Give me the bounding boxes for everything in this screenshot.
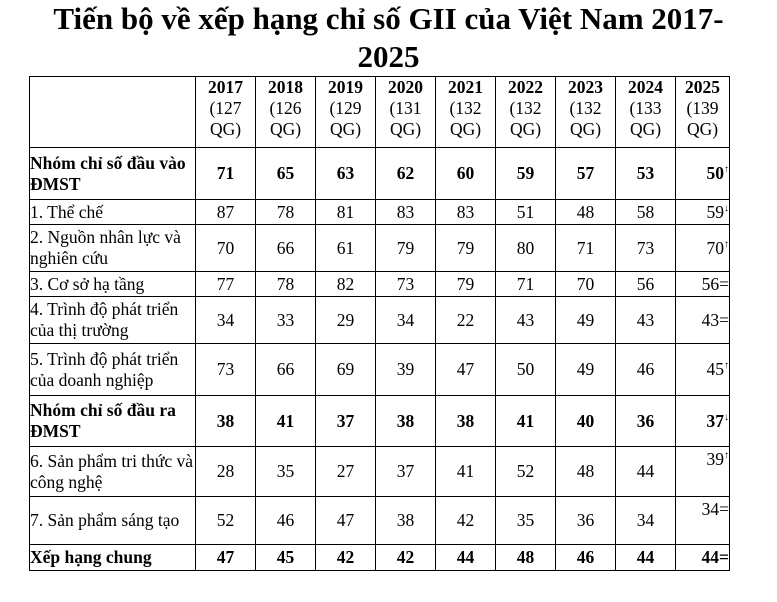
rank-cell: 42 — [436, 497, 496, 545]
rank-cell: 82 — [316, 272, 376, 297]
rank-cell: 37 — [376, 447, 436, 497]
rank-cell: 49 — [556, 297, 616, 344]
rank-cell: 47 — [196, 545, 256, 571]
table-row — [30, 148, 730, 200]
country-count-unit: QG) — [569, 119, 602, 139]
rank-cell: 44 — [616, 545, 676, 571]
row-label: Nhóm chỉ số đầu ra ĐMST — [30, 396, 196, 447]
table-row — [30, 497, 730, 545]
year-label: 2023 — [568, 77, 603, 97]
rank-cell: 81 — [316, 200, 376, 225]
rank-cell: 40 — [556, 396, 616, 447]
rank-cell: 71 — [196, 148, 256, 200]
rank-cell: 33 — [256, 297, 316, 344]
country-count: (129 — [329, 98, 362, 118]
rank-cell: 66 — [256, 344, 316, 396]
year-label: 2025 — [685, 77, 720, 97]
rank-cell: 44 — [436, 545, 496, 571]
year-header-2019 — [316, 77, 376, 148]
rank-value-2025: 45 — [706, 359, 724, 379]
country-count: (132 — [449, 98, 482, 118]
rank-cell: 52 — [196, 497, 256, 545]
country-count-unit: QG) — [629, 119, 662, 139]
rank-cell: 79 — [436, 272, 496, 297]
rank-cell: 48 — [556, 200, 616, 225]
year-label: 2019 — [328, 77, 363, 97]
rank-cell-2025 — [676, 344, 730, 396]
rank-cell-2025 — [676, 200, 730, 225]
rank-value-2025: 56 — [701, 273, 720, 294]
rank-cell: 47 — [316, 497, 376, 545]
table-row — [30, 272, 730, 297]
year-header-2018 — [256, 77, 316, 148]
rank-cell: 70 — [556, 272, 616, 297]
year-label: 2022 — [508, 77, 543, 97]
rank-cell: 56 — [616, 272, 676, 297]
row-label: 4. Trình độ phát triển của thị trường — [30, 297, 196, 344]
gii-ranking-table — [29, 76, 730, 571]
country-count: (132 — [509, 98, 542, 118]
rank-cell: 42 — [316, 545, 376, 571]
rank-cell: 50 — [496, 344, 556, 396]
rank-cell: 83 — [436, 200, 496, 225]
table-row — [30, 447, 730, 497]
row-label: 1. Thể chế — [30, 200, 196, 225]
country-count: (127 — [209, 98, 242, 118]
rank-value-2025: 50 — [706, 163, 724, 183]
rank-cell: 71 — [496, 272, 556, 297]
rank-cell: 27 — [316, 447, 376, 497]
country-count-unit: QG) — [509, 119, 542, 139]
country-count-unit: QG) — [449, 119, 482, 139]
country-count: (132 — [569, 98, 602, 118]
rank-cell: 53 — [616, 148, 676, 200]
rank-value-2025: 37 — [706, 410, 724, 431]
arrow-up-icon: ↑ — [724, 164, 729, 176]
table-row — [30, 297, 730, 344]
rank-cell: 48 — [496, 545, 556, 571]
rank-cell: 63 — [316, 148, 376, 200]
rank-cell: 28 — [196, 447, 256, 497]
arrow-up-icon: ↑ — [724, 450, 729, 462]
year-label: 2021 — [448, 77, 483, 97]
rank-cell: 49 — [556, 344, 616, 396]
rank-cell: 38 — [376, 396, 436, 447]
rank-cell: 73 — [616, 225, 676, 272]
year-header-2023 — [556, 77, 616, 148]
country-count: (133 — [629, 98, 662, 118]
rank-cell: 65 — [256, 148, 316, 200]
rank-cell: 36 — [616, 396, 676, 447]
rank-cell: 61 — [316, 225, 376, 272]
rank-cell: 29 — [316, 297, 376, 344]
row-label: 2. Nguồn nhân lực và nghiên cứu — [30, 225, 196, 272]
rank-cell: 79 — [376, 225, 436, 272]
rank-cell: 48 — [556, 447, 616, 497]
rank-value-2025: 43 — [701, 309, 720, 330]
rank-cell: 34 — [196, 297, 256, 344]
country-count: (139 — [686, 98, 719, 118]
country-count: (126 — [269, 98, 302, 118]
rank-cell: 46 — [556, 545, 616, 571]
row-label: 7. Sản phẩm sáng tạo — [30, 497, 196, 545]
country-count-unit: QG) — [686, 119, 719, 139]
rank-value-2025: 34 — [701, 499, 720, 519]
rank-cell: 69 — [316, 344, 376, 396]
rank-cell-2025 — [676, 297, 730, 344]
header-corner — [30, 77, 196, 148]
year-header-2022 — [496, 77, 556, 148]
rank-cell: 46 — [256, 497, 316, 545]
rank-cell: 73 — [376, 272, 436, 297]
rank-cell: 78 — [256, 272, 316, 297]
equal-sign-icon: = — [719, 547, 729, 567]
title-line-2: 2025 — [357, 39, 420, 74]
country-count-unit: QG) — [389, 119, 422, 139]
rank-value-2025: 70 — [706, 237, 724, 258]
rank-cell: 36 — [556, 497, 616, 545]
rank-cell: 87 — [196, 200, 256, 225]
rank-cell: 35 — [256, 447, 316, 497]
rank-cell-2025 — [676, 272, 730, 297]
arrow-up-icon: ↑ — [724, 360, 729, 372]
rank-cell: 41 — [256, 396, 316, 447]
year-label: 2017 — [208, 77, 243, 97]
rank-cell: 22 — [436, 297, 496, 344]
rank-cell: 58 — [616, 200, 676, 225]
table-row — [30, 200, 730, 225]
equal-sign-icon: = — [719, 309, 729, 330]
rank-cell: 43 — [616, 297, 676, 344]
rank-value-2025: 44 — [701, 547, 720, 567]
table-row — [30, 344, 730, 396]
rank-cell: 79 — [436, 225, 496, 272]
rank-cell-2025 — [676, 545, 730, 571]
rank-cell-2025 — [676, 148, 730, 200]
rank-value-2025: 59 — [706, 201, 724, 222]
rank-cell: 52 — [496, 447, 556, 497]
rank-cell: 44 — [616, 447, 676, 497]
country-count-unit: QG) — [209, 119, 242, 139]
year-header-2021 — [436, 77, 496, 148]
rank-cell: 78 — [256, 200, 316, 225]
arrow-down-icon: ↓ — [724, 411, 729, 423]
rank-cell: 38 — [376, 497, 436, 545]
rank-cell: 73 — [196, 344, 256, 396]
arrow-down-icon: ↓ — [724, 202, 729, 214]
rank-cell: 83 — [376, 200, 436, 225]
rank-cell-2025 — [676, 396, 730, 447]
table-row — [30, 396, 730, 447]
header-row — [30, 77, 730, 148]
row-label: 5. Trình độ phát triển của doanh nghiệp — [30, 344, 196, 396]
rank-cell-2025 — [676, 447, 730, 497]
rank-cell: 34 — [376, 297, 436, 344]
row-label: Nhóm chỉ số đầu vào ĐMST — [30, 148, 196, 200]
rank-cell: 66 — [256, 225, 316, 272]
rank-cell: 71 — [556, 225, 616, 272]
year-header-2024 — [616, 77, 676, 148]
row-label: 3. Cơ sở hạ tầng — [30, 272, 196, 297]
rank-value-2025: 39 — [706, 449, 724, 469]
table-row — [30, 225, 730, 272]
rank-cell: 41 — [436, 447, 496, 497]
year-header-2017 — [196, 77, 256, 148]
rank-cell: 70 — [196, 225, 256, 272]
rank-cell: 42 — [376, 545, 436, 571]
rank-cell: 34 — [616, 497, 676, 545]
rank-cell: 46 — [616, 344, 676, 396]
table-body — [30, 148, 730, 571]
year-header-2020 — [376, 77, 436, 148]
rank-cell: 77 — [196, 272, 256, 297]
rank-cell: 38 — [196, 396, 256, 447]
rank-cell: 59 — [496, 148, 556, 200]
rank-cell: 35 — [496, 497, 556, 545]
country-count-unit: QG) — [269, 119, 302, 139]
rank-cell: 47 — [436, 344, 496, 396]
year-header-2025 — [676, 77, 730, 148]
rank-cell-2025 — [676, 497, 730, 545]
country-count: (131 — [389, 98, 422, 118]
rank-cell: 51 — [496, 200, 556, 225]
rank-cell: 41 — [496, 396, 556, 447]
row-label: 6. Sản phẩm tri thức và công nghệ — [30, 447, 196, 497]
rank-cell: 80 — [496, 225, 556, 272]
year-label: 2018 — [268, 77, 303, 97]
year-label: 2020 — [388, 77, 423, 97]
rank-cell: 43 — [496, 297, 556, 344]
rank-cell: 39 — [376, 344, 436, 396]
country-count-unit: QG) — [329, 119, 362, 139]
table-row — [30, 545, 730, 571]
rank-cell: 37 — [316, 396, 376, 447]
rank-cell: 60 — [436, 148, 496, 200]
arrow-up-icon: ↑ — [724, 238, 729, 250]
rank-cell-2025 — [676, 225, 730, 272]
title-line-1: Tiến bộ về xếp hạng chỉ số GII của Việt Nam 2017- — [53, 1, 724, 36]
rank-cell: 38 — [436, 396, 496, 447]
rank-cell: 57 — [556, 148, 616, 200]
row-label: Xếp hạng chung — [30, 545, 196, 571]
page-title — [0, 0, 777, 76]
rank-cell: 45 — [256, 545, 316, 571]
rank-cell: 62 — [376, 148, 436, 200]
year-label: 2024 — [628, 77, 663, 97]
equal-sign-icon: = — [719, 499, 729, 519]
equal-sign-icon: = — [719, 273, 729, 294]
